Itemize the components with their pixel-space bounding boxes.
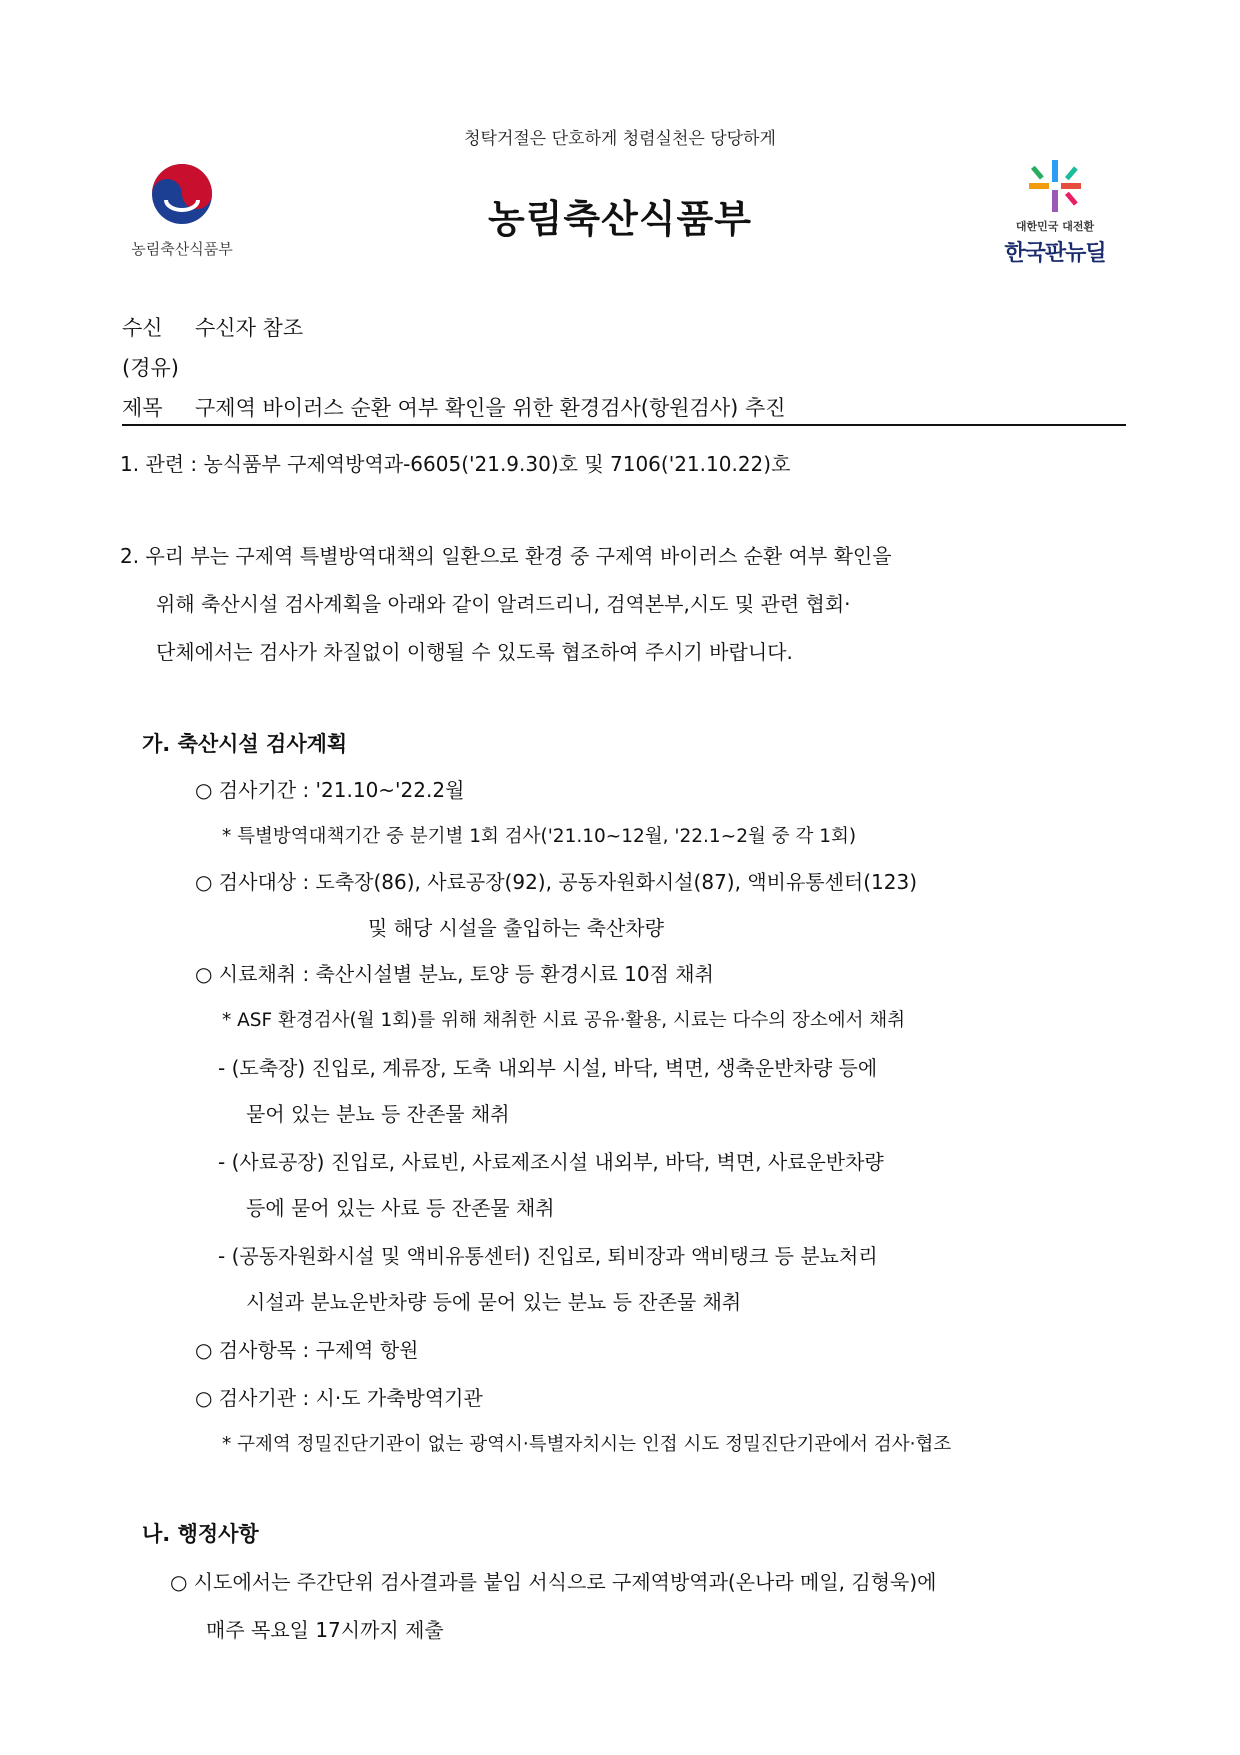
admin-line-2: 매주 목요일 17시까지 제출 — [206, 1618, 444, 1642]
section-ga-heading: 가. 축산시설 검사계획 — [142, 732, 348, 756]
paragraph-2-line-3: 단체에서는 검사가 차질없이 이행될 수 있도록 협조하여 주시기 바랍니다. — [156, 640, 793, 664]
paragraph-2-line-1: 2. 우리 부는 구제역 특별방역대책의 일환으로 환경 중 구제역 바이러스 순환 여부 확인을 — [120, 544, 892, 568]
inspection-target-line-2: 및 해당 시설을 출입하는 축산차량 — [368, 916, 664, 940]
via-label: (경유) — [122, 356, 179, 380]
korean-new-deal-logo — [990, 158, 1120, 267]
ministry-logo — [112, 160, 252, 259]
feed-mill-line-1: - (사료공장) 진입로, 사료빈, 사료제조시설 내외부, 바닥, 벽면, 사료운반차량 — [218, 1150, 884, 1174]
header-divider — [122, 424, 1126, 426]
slaughterhouse-line-2: 묻어 있는 분뇨 등 잔존물 채취 — [246, 1102, 510, 1126]
new-deal-star-icon — [1025, 158, 1085, 214]
paragraph-2-line-2: 위해 축산시설 검사계획을 아래와 같이 알려드리니, 검역본부,시도 및 관련 협회· — [156, 592, 851, 616]
facility-line-1: - (공동자원화시설 및 액비유통센터) 진입로, 퇴비장과 액비탱크 등 분뇨처리 — [218, 1244, 878, 1268]
recipient-label: 수신 — [122, 316, 163, 340]
inspection-period-note: * 특별방역대책기간 중 분기별 1회 검사('21.10~12월, '22.1~2월 중 각 1회) — [222, 826, 857, 847]
new-deal-title: 한국판뉴딜 — [1004, 241, 1106, 266]
inspection-items: ○ 검사항목 : 구제역 항원 — [195, 1338, 419, 1362]
section-na-heading: 나. 행정사항 — [142, 1522, 259, 1546]
feed-mill-line-2: 등에 묻어 있는 사료 등 잔존물 채취 — [246, 1196, 555, 1220]
inspection-period: ○ 검사기간 : '21.10~'22.2월 — [195, 778, 465, 802]
sampling-note: * ASF 환경검사(월 1회)를 위해 채취한 시료 공유·활용, 시료는 다수의 장소에서 채취 — [222, 1010, 906, 1031]
facility-line-2: 시설과 분뇨운반차량 등에 묻어 있는 분뇨 등 잔존물 채취 — [246, 1290, 742, 1314]
slaughterhouse-line-1: - (도축장) 진입로, 계류장, 도축 내외부 시설, 바닥, 벽면, 생축운반차량 등에 — [218, 1056, 878, 1080]
admin-line-1: ○ 시도에서는 주간단위 검사결과를 붙임 서식으로 구제역방역과(온나라 메일, 김형욱)에 — [170, 1570, 937, 1594]
subject-label: 제목 — [122, 396, 163, 420]
agency-title: 농림축산식품부 — [488, 197, 752, 241]
related-docs: 1. 관련 : 농식품부 구제역방역과-6605('21.9.30)호 및 7106('21.10.22)호 — [120, 452, 791, 476]
sampling: ○ 시료채취 : 축산시설별 분뇨, 토양 등 환경시료 10점 채취 — [195, 962, 714, 986]
taegeuk-emblem-icon — [112, 160, 252, 228]
inspection-agency-note: * 구제역 정밀진단기관이 없는 광역시·특별자치시는 인접 시도 정밀진단기관에서 검사·협조 — [222, 1434, 952, 1455]
new-deal-subtitle: 대한민국 대전환 — [1015, 220, 1095, 233]
recipient-value: 수신자 참조 — [195, 316, 304, 340]
slogan: 청탁거절은 단호하게 청렴실천은 당당하게 — [464, 129, 776, 149]
subject-value: 구제역 바이러스 순환 여부 확인을 위한 환경검사(항원검사) 추진 — [195, 396, 786, 420]
inspection-agency: ○ 검사기관 : 시·도 가축방역기관 — [195, 1386, 483, 1410]
inspection-target-line-1: ○ 검사대상 : 도축장(86), 사료공장(92), 공동자원화시설(87), 액비유통센터(123) — [195, 870, 918, 894]
ministry-logo-label: 농림축산식품부 — [131, 240, 233, 258]
